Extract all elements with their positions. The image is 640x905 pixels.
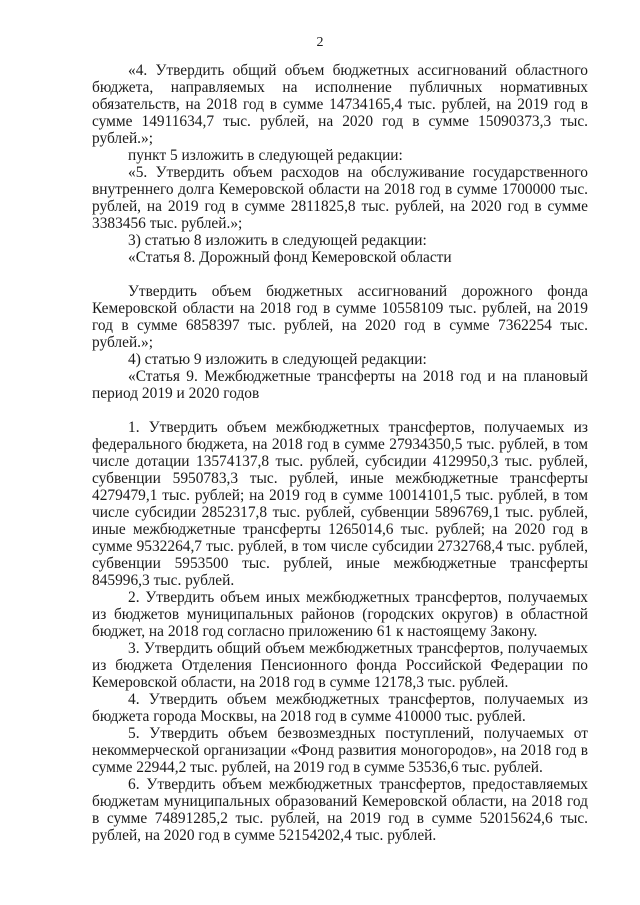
paragraph-road-fund: Утвердить объем бюджетных ассигнований дорожного фонда Кемеровской области на 2018 год в сумме 10558109 тыс. рублей, на 2019 год в сумме 6858397 тыс. рублей, на 2020 год в сумме 7362254 тыс. рублей.»; bbox=[92, 283, 588, 351]
paragraph-item-4: 4) статью 9 изложить в следующей редакции: bbox=[128, 351, 427, 368]
page-number: 2 bbox=[316, 35, 324, 50]
paragraph-transfers-2: 2. Утвердить объем иных межбюджетных трансфертов, получаемых из бюджетов муниципальных районов (городских округов) в областной бюджет, на 2018 год согласно приложению 61 к настоящему Закону. bbox=[92, 589, 588, 640]
paragraph-point-5-intro: пункт 5 изложить в следующей редакции: bbox=[128, 147, 403, 164]
spacer bbox=[92, 402, 588, 419]
heading-article-9: «Статья 9. Межбюджетные трансферты на 2018 год и на плановый период 2019 и 2020 годов bbox=[92, 368, 588, 402]
paragraph-item-3: 3) статью 8 изложить в следующей редакции: bbox=[128, 232, 427, 249]
document-body bbox=[92, 62, 588, 844]
paragraph-transfers-4: 4. Утвердить объем межбюджетных трансфертов, получаемых из бюджета города Москвы, на 2018 год в сумме 410000 тыс. рублей. bbox=[92, 691, 588, 725]
spacer bbox=[92, 266, 588, 283]
paragraph-article-5: «5. Утвердить объем расходов на обслуживание государственного внутреннего долга Кемеровской области на 2018 год в сумме 1700000 тыс. рублей, на 2019 год в сумме 2811825,8 тыс. рублей, на 2020 год в сумме 3383456 тыс. рублей.»; bbox=[92, 164, 588, 232]
paragraph-transfers-5: 5. Утвердить объем безвозмездных поступлений, получаемых от некоммерческой организации «Фонд развития моногородов», на 2018 год в сумме 22944,2 тыс. рублей, на 2019 год в сумме 53536,6 тыс. рублей. bbox=[92, 725, 588, 776]
paragraph-transfers-1: 1. Утвердить объем межбюджетных трансфертов, получаемых из федерального бюджета, на 2018 год в сумме 27934350,5 тыс. рублей, в том числе дотации 13574137,8 тыс. рублей, субсидии 4129950,3 тыс. рублей, субвенции 5950783,3 тыс. рублей, иные межбюджетные трансферты 4279479,1 тыс. рублей; на 2019 год в сумме 10014101,5 тыс. рублей, в том числе субсидии 2852317,8 тыс. рублей, субвенции 5896769,1 тыс. рублей, иные межбюджетные трансферты 1265014,6 тыс. рублей; на 2020 год в сумме 9532264,7 тыс. рублей, в том числе субсидии 2732768,4 тыс. рублей, субвенции 5953500 тыс. рублей, иные межбюджетные трансферты 845996,3 тыс. рублей. bbox=[92, 419, 588, 589]
paragraph-transfers-3: 3. Утвердить общий объем межбюджетных трансфертов, получаемых из бюджета Отделения Пенсионного фонда Российской Федерации по Кемеровской области, на 2018 год в сумме 12178,3 тыс. рублей. bbox=[92, 640, 588, 691]
paragraph-transfers-6: 6. Утвердить объем межбюджетных трансфертов, предоставляемых бюджетам муниципальных образований Кемеровской области, на 2018 год в сумме 74891285,2 тыс. рублей, на 2019 год в сумме 52015624,6 тыс. рублей, на 2020 год в сумме 52154202,4 тыс. рублей. bbox=[92, 776, 588, 844]
paragraph-article-4: «4. Утвердить общий объем бюджетных ассигнований областного бюджета, направляемых на исполнение публичных нормативных обязательств, на 2018 год в сумме 14734165,4 тыс. рублей, на 2019 год в сумме 14911634,7 тыс. рублей, на 2020 год в сумме 15090373,3 тыс. рублей.»; bbox=[92, 62, 588, 147]
heading-article-8: «Статья 8. Дорожный фонд Кемеровской области bbox=[128, 249, 452, 266]
